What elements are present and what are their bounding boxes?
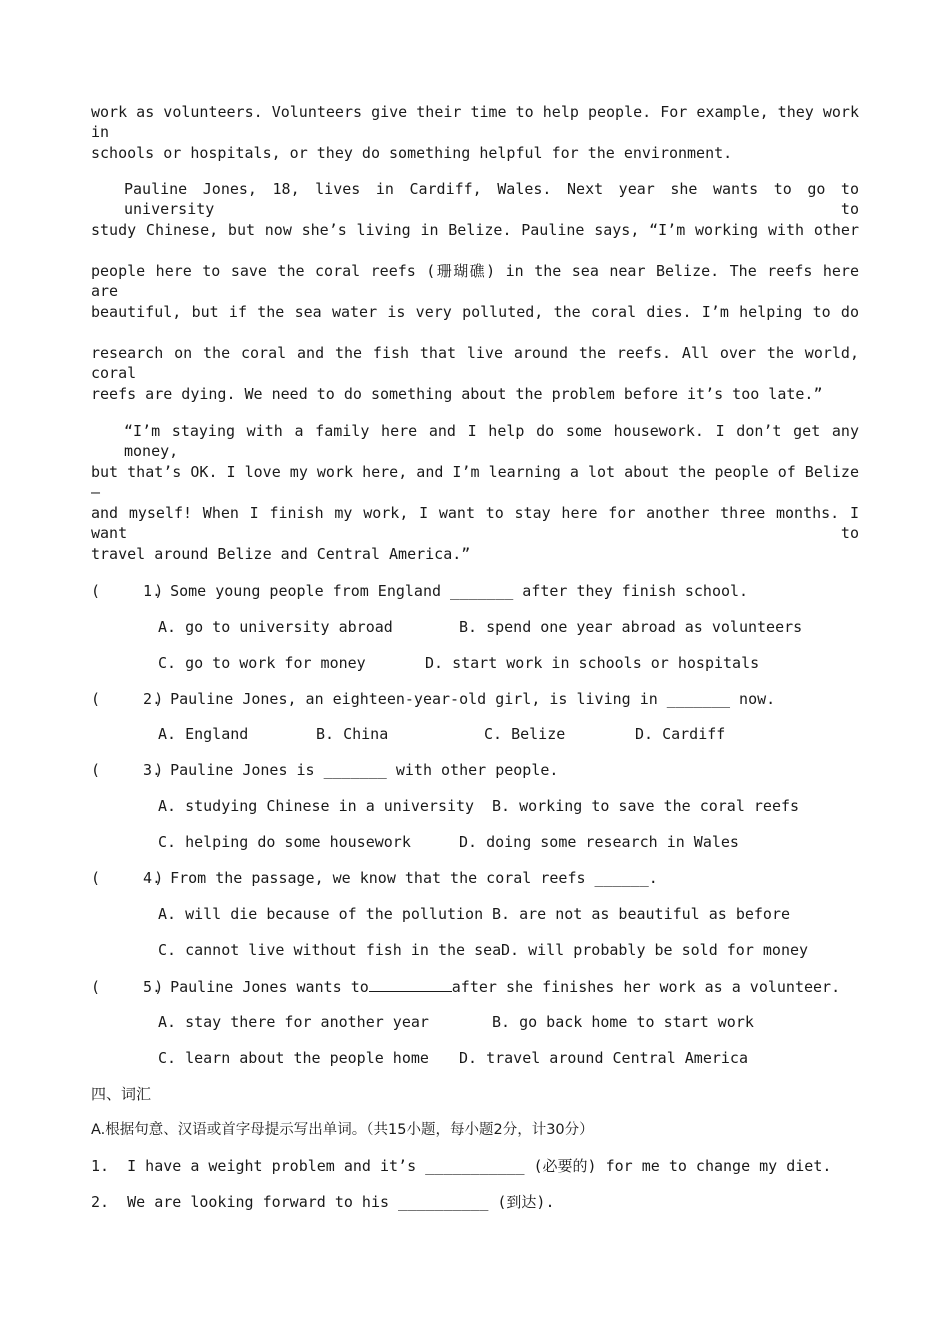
question-blank: _______: [323, 761, 387, 779]
option-d[interactable]: D. will probably be sold for money: [501, 941, 809, 959]
question-blank: ______: [594, 869, 649, 887]
section-heading: 四、词汇: [91, 1085, 152, 1103]
option-d[interactable]: D. travel around Central America: [459, 1049, 748, 1067]
option-a[interactable]: A. stay there for another year: [158, 1013, 429, 1031]
question-2: ( )2. Pauline Jones, an eighteen-year-old girl, is living in _______ now.: [91, 690, 776, 708]
option-b[interactable]: B. are not as beautiful as before: [492, 905, 791, 923]
answer-paren[interactable]: ( ): [91, 690, 164, 708]
question-4: ( )4. From the passage, we know that the coral reefs ______.: [91, 869, 658, 887]
option-c[interactable]: C. Belize: [484, 725, 566, 743]
passage-line-3: Pauline Jones, 18, lives in Cardiff, Wales. Next year she wants to go to university to: [124, 180, 859, 218]
option-a[interactable]: A. will die because of the pollution: [158, 905, 484, 923]
option-b[interactable]: B. spend one year abroad as volunteers: [459, 618, 803, 636]
question-3: ( )3. Pauline Jones is _______ with other people.: [91, 761, 559, 779]
option-d[interactable]: D. Cardiff: [635, 725, 726, 743]
question-1: ( )1. Some young people from England _______ after they finish school.: [91, 582, 749, 600]
option-c[interactable]: C. go to work for money: [158, 654, 366, 672]
option-b[interactable]: B. go back home to start work: [492, 1013, 754, 1031]
passage-line-10: but that’s OK. I love my work here, and I’m learning a lot about the people of Belize—: [91, 463, 859, 501]
answer-paren[interactable]: ( ): [91, 869, 164, 887]
option-a[interactable]: A. go to university abroad: [158, 618, 393, 636]
passage-line-4: study Chinese, but now she’s living in Belize. Pauline says, “I’m working with other: [91, 221, 859, 239]
passage-line-7: research on the coral and the fish that live around the reefs. All over the world, coral: [91, 344, 859, 382]
question-blank: _______: [666, 690, 731, 708]
option-b[interactable]: B. working to save the coral reefs: [492, 797, 800, 815]
answer-paren[interactable]: ( ): [91, 582, 164, 600]
vocab-item-1: 1. I have a weight problem and it’s ___________ (必要的) for me to change my diet.: [91, 1157, 832, 1175]
passage-line-9: “I’m staying with a family here and I help do some housework. I don’t get any money,: [124, 422, 859, 460]
section-instruction: A.根据句意、汉语或首字母提示写出单词。（共15小题，每小题2分，计30分）: [91, 1122, 594, 1138]
option-a[interactable]: A. England: [158, 725, 249, 743]
vocab-blank[interactable]: __________: [398, 1193, 489, 1211]
passage-line-1: work as volunteers. Volunteers give their time to help people. For example, they work in: [91, 103, 859, 141]
passage-line-12: travel around Belize and Central America.”: [91, 545, 471, 563]
option-c[interactable]: C. cannot live without fish in the sea: [158, 941, 502, 959]
option-b[interactable]: B. China: [316, 725, 389, 743]
option-d[interactable]: D. start work in schools or hospitals: [425, 654, 760, 672]
answer-paren[interactable]: ( ): [91, 761, 164, 779]
question-5: ( )5. Pauline Jones wants to after she finishes her work as a volunteer.: [91, 978, 841, 996]
option-c[interactable]: C. helping do some housework: [158, 833, 411, 851]
question-blank-underline[interactable]: [369, 976, 452, 992]
passage-line-6: beautiful, but if the sea water is very polluted, the coral dies. I’m helping to do: [91, 303, 859, 321]
option-c[interactable]: C. learn about the people home: [158, 1049, 429, 1067]
option-d[interactable]: D. doing some research in Wales: [459, 833, 739, 851]
passage-line-5: people here to save the coral reefs (珊瑚礁) in the sea near Belize. The reefs here are: [91, 262, 859, 300]
passage-line-8: reefs are dying. We need to do something about the problem before it’s too late.”: [91, 385, 823, 403]
vocab-blank[interactable]: ___________: [425, 1157, 525, 1175]
answer-paren[interactable]: ( ): [91, 978, 164, 996]
question-blank: _______: [450, 582, 514, 600]
option-a[interactable]: A. studying Chinese in a university: [158, 797, 475, 815]
passage-line-2: schools or hospitals, or they do something helpful for the environment.: [91, 144, 733, 162]
passage-line-11: and myself! When I finish my work, I want to stay here for another three months. I want to: [91, 504, 859, 542]
vocab-item-2: 2. We are looking forward to his __________ (到达).: [91, 1193, 555, 1211]
